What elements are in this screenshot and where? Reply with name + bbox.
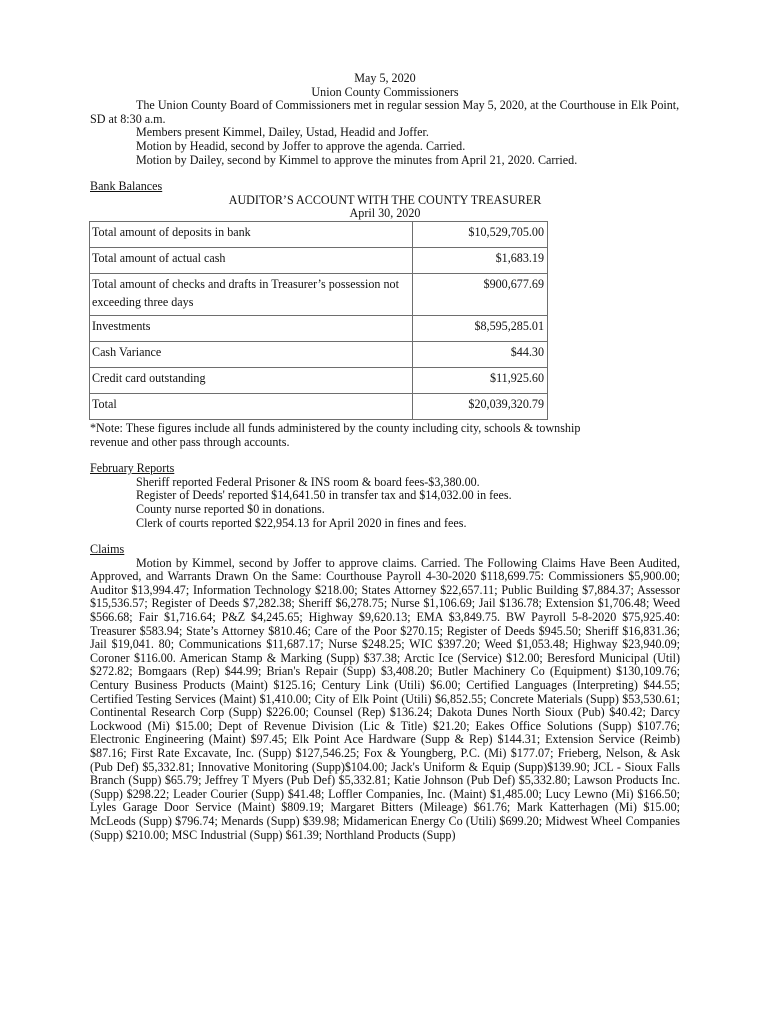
balance-label: Total amount of checks and drafts in Treasurer’s possession not exceeding three days: [90, 273, 413, 315]
auditor-account-date: April 30, 2020: [349, 206, 421, 221]
balance-label: Total amount of actual cash: [90, 247, 413, 273]
report-sheriff: Sheriff reported Federal Prisoner & INS room & board fees-$3,380.00.: [136, 474, 480, 489]
members-present: Members present Kimmel, Dailey, Ustad, Headid and Joffer.: [136, 125, 429, 140]
reports-heading: February Reports: [90, 461, 175, 476]
balance-label: Cash Variance: [90, 341, 413, 367]
balance-label: Investments: [90, 315, 413, 341]
table-row: [90, 221, 548, 247]
balance-label: Total amount of deposits in bank: [90, 221, 413, 247]
balance-amount: $8,595,285.01: [413, 315, 548, 341]
agenda-motion: Motion by Headid, second by Joffer to approve the agenda. Carried.: [136, 138, 466, 153]
minutes-document: [90, 72, 680, 842]
organization-name: Union County Commissioners: [311, 84, 459, 99]
table-row: [90, 315, 548, 341]
intro-paragraph: The Union County Board of Commissioners met in regular session May 5, 2020, at the Courthouse in Elk Point, SD at 8:30 a.m.: [90, 98, 680, 126]
table-row: [90, 247, 548, 273]
report-register-of-deeds: Register of Deeds' reported $14,641.50 in transfer tax and $14,032.00 in fees.: [136, 488, 512, 503]
claims-heading: Claims: [90, 542, 125, 557]
bank-balances-table: [89, 221, 548, 420]
claims-text: Motion by Kimmel, second by Joffer to approve claims. Carried. The Following Claims Have Been Audited, Approved, and Warrants Drawn On the Same: Courthouse Payroll 4-30-2020 $118,699.75: Commissioners $5,900.00; Auditor $13,994.47; Information Technology $218.00; States Attorney $22,657.11; Public Building $7,884.37; Assessor $15,536.57; Register of Deeds $7,282.38; Sheriff $6,278.75; Nurse $1,106.69; Jail $136.78; Extension $1,706.48; Weed $566.68; Fair $1,716.64; P&Z $4,245.65; Highway $9,620.13; EMA $3,849.75. BW Payroll 5-8-2020 $75,925.40: Treasurer $583.94; State’s Attorney $810.46; Care of the Poor $270.15; Register of Deeds $945.50; Sheriff $16,831.36; Jail $19,041. 80; Communications $11,687.17; Nurse $248.25; WIC $397.20; Weed $1,053.48; Highway $23,940.09; Coroner $116.00. American Stamp & Marking (Supp) $37.38; Arctic Ice (Service) $12.00; Beresford Municipal (Util) $272.82; Bomgaars (Rep) $44.99; Brian's Repair (Supp) $3,408.20; Butler Machinery Co (Equipment) $130,109.76; Century Business Products (Maint) $125.16; Century Link (Utili) $6.00; Certified Languages (Interpreting) $44.55; Certified Testing Services (Maint) $1,410.00; City of Elk Point (Utili) $6,852.55; Concrete Materials (Supp) $53,530.61; Continental Research Corp (Supp) $226.00; Counsel (Rep) $136.24; Dakota Dunes North Sioux (Pub) $40.42; Darcy Lockwood (Mi) $15.00; Dept of Revenue Division (Lic & Title) $21.20; Eakes Office Solutions (Supp) $107.76; Electronic Engineering (Maint) $97.45; Elk Point Ace Hardware (Supp & Rep) $144.31; Extension Service (Reimb) $87.16; First Rate Excavate, Inc. (Supp) $127,546.25; Fox & Youngberg, P.C. (Mi) $177.07; Frieberg, Nelson, & Ask (Pub Def) $5,332.81; Innovative Monitoring (Supp)$104.00; Jack's Uniform & Equip (Supp)$139.90; JCL - Sioux Falls Branch (Supp) $65.79; Jeffrey T Myers (Pub Def) $5,332.81; Katie Johnson (Pub Def) $5,332.80; Lawson Products Inc. (Supp) $298.22; Leader Courier (Supp) $41.48; Loffler Companies, Inc. (Maint) $1,485.00; Lucy Lewno (Mi) $166.50; Lyles Garage Door Service (Maint) $809.19; Margaret Bitters (Mileage) $61.76; Mark Katterhagen (Mi) $15.00; McLeods (Supp) $796.74; Menards (Supp) $39.98; Midamerican Energy Co (Utili) $699.20; Midwest Wheel Companies (Supp) $210.00; MSC Industrial (Supp) $61.39; Northland Products (Supp): [90, 555, 680, 842]
bank-balances-heading: Bank Balances: [90, 179, 163, 194]
balance-amount: $900,677.69: [413, 273, 548, 315]
auditor-account-title: AUDITOR’S ACCOUNT WITH THE COUNTY TREASURER: [228, 192, 542, 207]
balance-amount: $10,529,705.00: [413, 221, 548, 247]
table-row: [90, 341, 548, 367]
report-county-nurse: County nurse reported $0 in donations.: [136, 501, 325, 516]
table-row: [90, 273, 548, 315]
report-clerk-of-courts: Clerk of courts reported $22,954.13 for April 2020 in fines and fees.: [136, 515, 467, 530]
balance-amount: $20,039,320.79: [413, 393, 548, 419]
meeting-date: May 5, 2020: [354, 71, 416, 85]
table-row: [90, 367, 548, 393]
balance-amount: $11,925.60: [413, 367, 548, 393]
balance-amount: $1,683.19: [413, 247, 548, 273]
table-row: [90, 393, 548, 419]
minutes-motion: Motion by Dailey, second by Kimmel to approve the minutes from April 21, 2020. Carried.: [136, 152, 578, 167]
balance-label: Credit card outstanding: [90, 367, 413, 393]
balance-label: Total: [90, 393, 413, 419]
balance-amount: $44.30: [413, 341, 548, 367]
bank-note: *Note: These figures include all funds administered by the county including city, schools & township revenue and other pass through accounts.: [90, 420, 581, 449]
